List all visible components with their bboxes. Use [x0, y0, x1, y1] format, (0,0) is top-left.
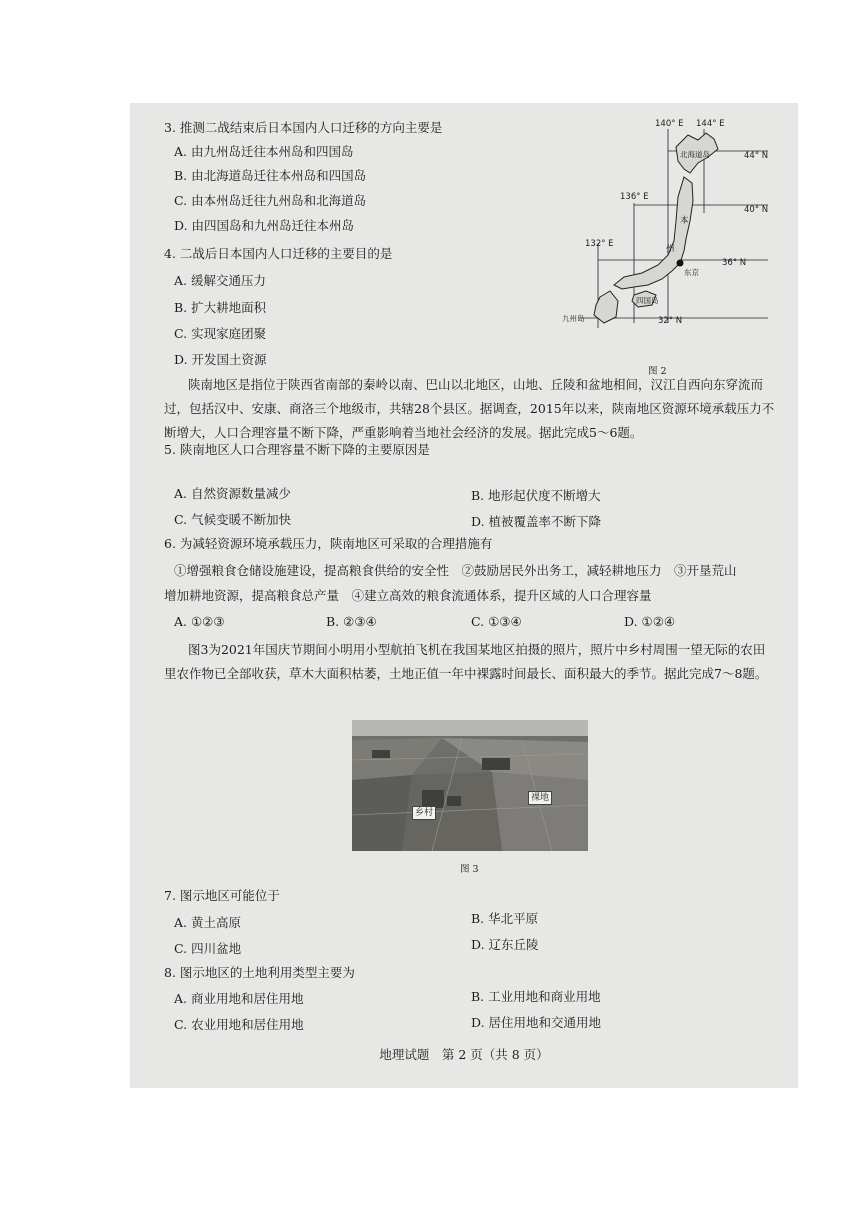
- label-bare-land: 裸地: [528, 791, 552, 805]
- q6-stem: 6. 为减轻资源环境承载压力，陕南地区可采取的合理措施有: [164, 536, 493, 551]
- q8-option-a: A. 商业用地和居住用地: [174, 991, 304, 1006]
- q5-option-b: B. 地形起伏度不断增大: [471, 488, 601, 503]
- place-kyushu: 九州岛: [562, 314, 585, 323]
- q7-option-d: D. 辽东丘陵: [471, 937, 539, 952]
- q8-stem: 8. 图示地区的土地利用类型主要为: [164, 965, 355, 980]
- q8-option-b: B. 工业用地和商业用地: [471, 989, 601, 1004]
- q3-option-c: C. 由本州岛迁往九州岛和北海道岛: [174, 193, 367, 208]
- q6-choices-line2: 增加耕地资源，提高粮食总产量 ④建立高效的粮食流通体系，提升区域的人口合理容量: [164, 588, 652, 603]
- place-shu: 州: [666, 244, 675, 254]
- exam-page: [130, 103, 798, 1088]
- q8-option-d: D. 居住用地和交通用地: [471, 1015, 602, 1030]
- q3-option-b: B. 由北海道岛迁往本州岛和四国岛: [174, 168, 367, 183]
- q6-option-b: B. ②③④: [326, 614, 377, 629]
- fig3-caption: 图 3: [460, 864, 479, 875]
- lat-label-32n: 32° N: [658, 316, 683, 326]
- fig2-caption: 图 2: [648, 366, 667, 377]
- q7-option-a: A. 黄土高原: [174, 915, 241, 930]
- q5-option-d: D. 植被覆盖率不断下降: [471, 514, 602, 529]
- tokyo-marker-icon: [677, 260, 684, 267]
- passage-photo: 图3为2021年国庆节期间小明用小型航拍飞机在我国某地区拍摄的照片，照片中乡村周围一望无际的农田里农作物已全部收获，草木大面积枯萎，土地正值一年中裸露时间最长、面积最大的季节。据此完成7～8题。: [164, 642, 768, 681]
- page-footer: 地理试题 第 2 页（共 8 页）: [379, 1047, 549, 1062]
- lat-label-44n: 44° N: [744, 151, 769, 161]
- q3-option-d: D. 由四国岛和九州岛迁往本州岛: [174, 218, 355, 233]
- place-shikoku: 四国岛: [636, 296, 659, 305]
- lon-label-140e: 140° E: [655, 119, 684, 129]
- lat-label-40n: 40° N: [744, 205, 769, 215]
- place-hon: 本: [680, 216, 689, 226]
- q6-option-d: D. ①②④: [624, 614, 676, 629]
- japan-map: [538, 113, 788, 375]
- label-village: 乡村: [412, 806, 436, 820]
- q4-option-a: A. 缓解交通压力: [174, 273, 266, 288]
- lon-label-132e: 132° E: [585, 239, 614, 249]
- q7-stem: 7. 图示地区可能位于: [164, 888, 280, 903]
- q3-stem: 3. 推测二战结束后日本国内人口迁移的方向主要是: [164, 120, 443, 135]
- japan-map-figure: [538, 113, 788, 375]
- q6-option-a: A. ①②③: [174, 614, 225, 629]
- q7-option-c: C. 四川盆地: [174, 941, 242, 956]
- place-tokyo: 东京: [684, 268, 699, 277]
- q5-option-c: C. 气候变暖不断加快: [174, 512, 292, 527]
- q3-option-a: A. 由九州岛迁往本州岛和四国岛: [174, 144, 354, 159]
- lon-label-136e: 136° E: [620, 192, 649, 202]
- q4-option-c: C. 实现家庭团聚: [174, 326, 267, 341]
- q8-option-c: C. 农业用地和居住用地: [174, 1017, 304, 1032]
- q4-option-b: B. 扩大耕地面积: [174, 300, 267, 315]
- q5-option-a: A. 自然资源数量减少: [174, 486, 291, 501]
- q7-option-b: B. 华北平原: [471, 911, 539, 926]
- q4-option-d: D. 开发国土资源: [174, 352, 267, 367]
- place-hokkaido: 北海道岛: [680, 150, 710, 159]
- lat-label-36n: 36° N: [722, 258, 747, 268]
- passage-shaanxi: 陕南地区是指位于陕西省南部的秦岭以南、巴山以北地区，山地、丘陵和盆地相间，汉江自西向东穿流而过，包括汉中、安康、商洛三个地级市，共辖28个县区。据调查，2015年以来，陕南地区资源环境承载压力不断增大，人口合理容量不断下降，严重影响着当地社会经济的发展。据此完成5～6题。: [164, 377, 775, 440]
- q6-option-c: C. ①③④: [471, 614, 522, 629]
- aerial-photo-image: [352, 720, 588, 851]
- aerial-photo: [352, 720, 588, 851]
- lon-label-144e: 144° E: [696, 119, 725, 129]
- q5-stem: 5. 陕南地区人口合理容量不断下降的主要原因是: [164, 442, 430, 457]
- q6-choices-line1: ①增强粮食仓储设施建设，提高粮食供给的安全性 ②鼓励居民外出务工，减轻耕地压力 ③开垦荒山: [174, 563, 737, 578]
- q4-stem: 4. 二战后日本国内人口迁移的主要目的是: [164, 246, 393, 261]
